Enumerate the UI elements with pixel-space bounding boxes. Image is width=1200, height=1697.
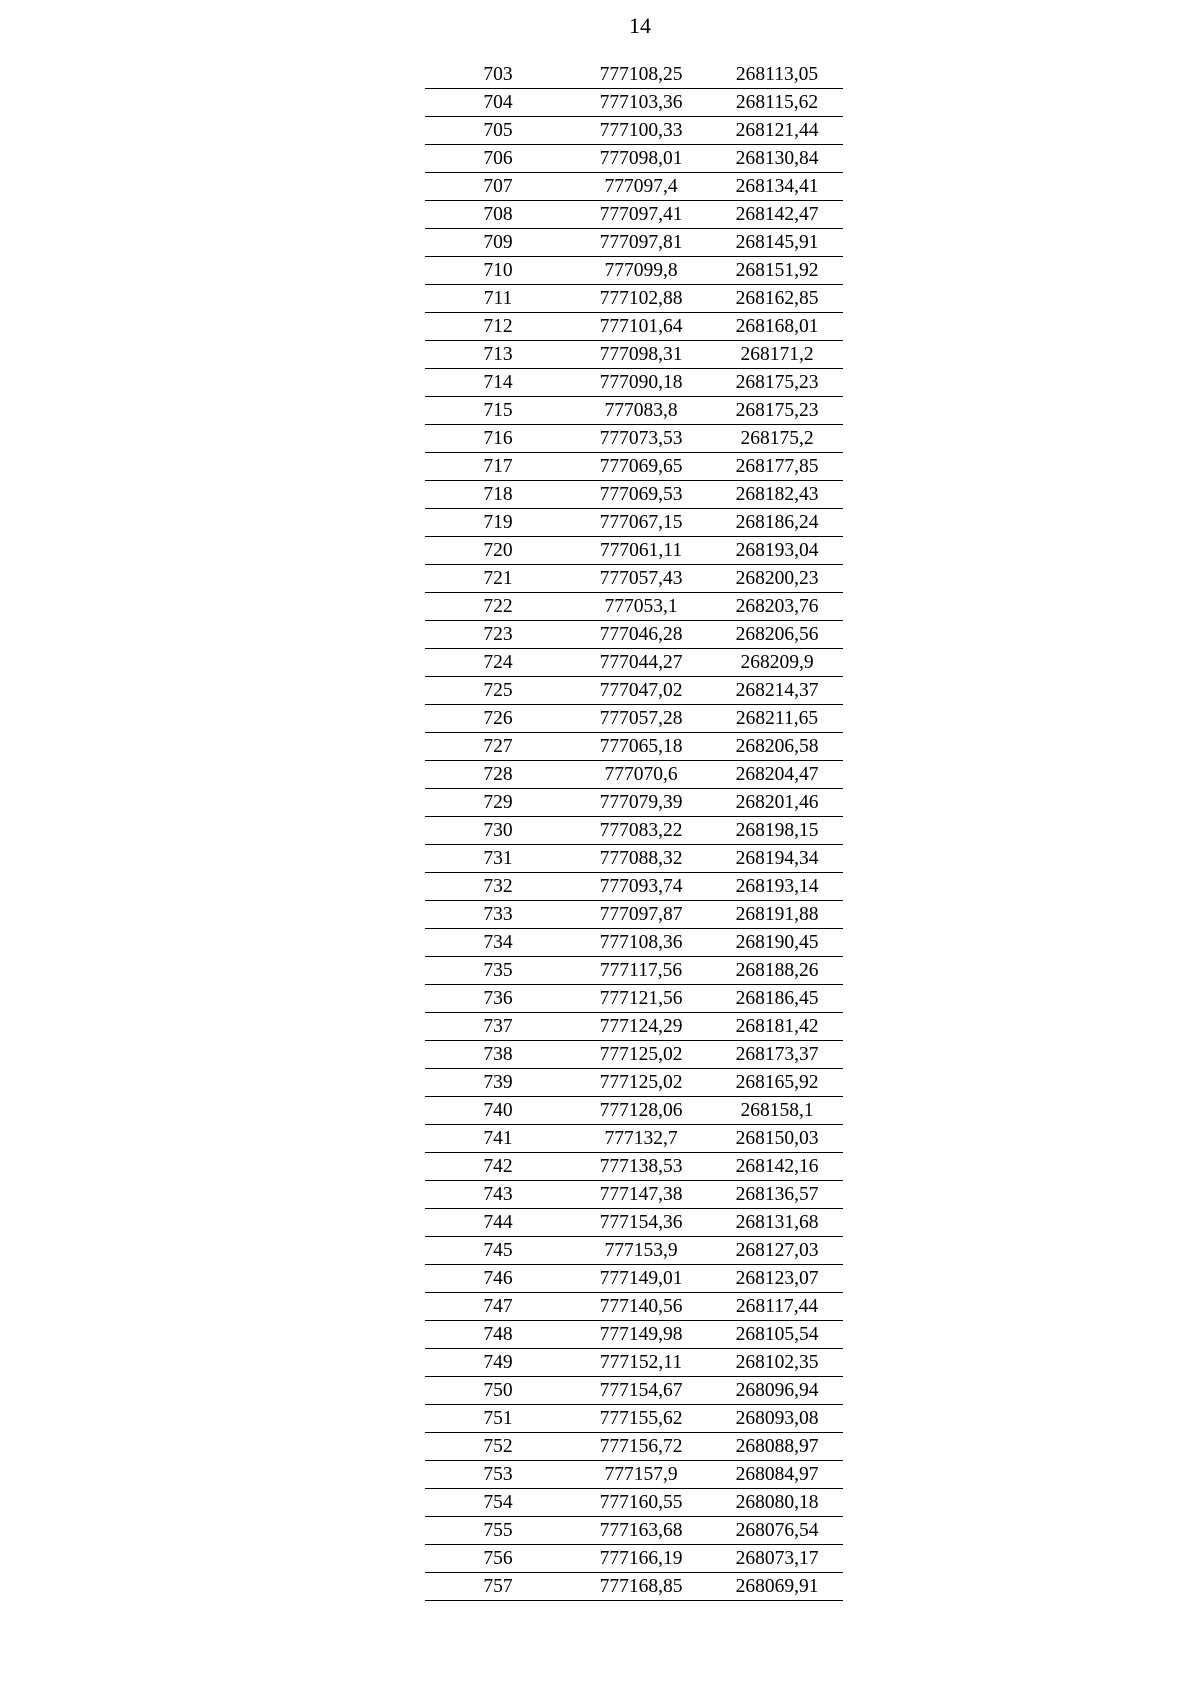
y-coordinate-cell: 268102,35 (711, 1349, 843, 1377)
point-number-cell: 723 (425, 621, 571, 649)
x-coordinate-cell: 777108,36 (571, 929, 711, 957)
point-number-cell: 712 (425, 313, 571, 341)
table-row (425, 89, 843, 117)
y-coordinate-cell: 268115,62 (711, 89, 843, 117)
table-row (425, 649, 843, 677)
y-coordinate-cell: 268130,84 (711, 145, 843, 173)
table-row (425, 1517, 843, 1545)
x-coordinate-cell: 777155,62 (571, 1405, 711, 1433)
x-coordinate-cell: 777098,01 (571, 145, 711, 173)
point-number-cell: 744 (425, 1209, 571, 1237)
point-number-cell: 737 (425, 1013, 571, 1041)
y-coordinate-cell: 268121,44 (711, 117, 843, 145)
point-number-cell: 714 (425, 369, 571, 397)
y-coordinate-cell: 268134,41 (711, 173, 843, 201)
y-coordinate-cell: 268127,03 (711, 1237, 843, 1265)
y-coordinate-cell: 268088,97 (711, 1433, 843, 1461)
x-coordinate-cell: 777166,19 (571, 1545, 711, 1573)
y-coordinate-cell: 268177,85 (711, 453, 843, 481)
x-coordinate-cell: 777097,41 (571, 201, 711, 229)
point-number-cell: 739 (425, 1069, 571, 1097)
y-coordinate-cell: 268113,05 (711, 61, 843, 89)
y-coordinate-cell: 268175,2 (711, 425, 843, 453)
x-coordinate-cell: 777152,11 (571, 1349, 711, 1377)
x-coordinate-cell: 777053,1 (571, 593, 711, 621)
point-number-cell: 725 (425, 677, 571, 705)
y-coordinate-cell: 268193,04 (711, 537, 843, 565)
table-row (425, 229, 843, 257)
y-coordinate-cell: 268182,43 (711, 481, 843, 509)
table-row (425, 481, 843, 509)
table-row (425, 1265, 843, 1293)
table-row (425, 873, 843, 901)
x-coordinate-cell: 777157,9 (571, 1461, 711, 1489)
table-row (425, 1545, 843, 1573)
table-row (425, 1433, 843, 1461)
point-number-cell: 708 (425, 201, 571, 229)
y-coordinate-cell: 268206,58 (711, 733, 843, 761)
x-coordinate-cell: 777067,15 (571, 509, 711, 537)
y-coordinate-cell: 268069,91 (711, 1573, 843, 1601)
table-row (425, 145, 843, 173)
y-coordinate-cell: 268145,91 (711, 229, 843, 257)
y-coordinate-cell: 268165,92 (711, 1069, 843, 1097)
y-coordinate-cell: 268076,54 (711, 1517, 843, 1545)
y-coordinate-cell: 268093,08 (711, 1405, 843, 1433)
y-coordinate-cell: 268084,97 (711, 1461, 843, 1489)
point-number-cell: 722 (425, 593, 571, 621)
point-number-cell: 710 (425, 257, 571, 285)
y-coordinate-cell: 268201,46 (711, 789, 843, 817)
y-coordinate-cell: 268181,42 (711, 1013, 843, 1041)
x-coordinate-cell: 777132,7 (571, 1125, 711, 1153)
point-number-cell: 704 (425, 89, 571, 117)
table-row (425, 341, 843, 369)
x-coordinate-cell: 777097,81 (571, 229, 711, 257)
x-coordinate-cell: 777147,38 (571, 1181, 711, 1209)
table-row (425, 1097, 843, 1125)
y-coordinate-cell: 268198,15 (711, 817, 843, 845)
table-row (425, 1489, 843, 1517)
table-row (425, 845, 843, 873)
page-number: 14 (629, 13, 651, 38)
point-number-cell: 742 (425, 1153, 571, 1181)
point-number-cell: 741 (425, 1125, 571, 1153)
point-number-cell: 731 (425, 845, 571, 873)
point-number-cell: 748 (425, 1321, 571, 1349)
point-number-cell: 746 (425, 1265, 571, 1293)
y-coordinate-cell: 268211,65 (711, 705, 843, 733)
y-coordinate-cell: 268186,24 (711, 509, 843, 537)
table-row (425, 397, 843, 425)
point-number-cell: 754 (425, 1489, 571, 1517)
point-number-cell: 728 (425, 761, 571, 789)
y-coordinate-cell: 268190,45 (711, 929, 843, 957)
y-coordinate-cell: 268117,44 (711, 1293, 843, 1321)
table-row (425, 705, 843, 733)
point-number-cell: 749 (425, 1349, 571, 1377)
point-number-cell: 747 (425, 1293, 571, 1321)
table-row (425, 565, 843, 593)
point-number-cell: 756 (425, 1545, 571, 1573)
point-number-cell: 752 (425, 1433, 571, 1461)
point-number-cell: 753 (425, 1461, 571, 1489)
point-number-cell: 738 (425, 1041, 571, 1069)
table-row (425, 1321, 843, 1349)
x-coordinate-cell: 777153,9 (571, 1237, 711, 1265)
y-coordinate-cell: 268171,2 (711, 341, 843, 369)
table-row (425, 425, 843, 453)
y-coordinate-cell: 268080,18 (711, 1489, 843, 1517)
table-row (425, 509, 843, 537)
point-number-cell: 715 (425, 397, 571, 425)
x-coordinate-cell: 777100,33 (571, 117, 711, 145)
point-number-cell: 711 (425, 285, 571, 313)
y-coordinate-cell: 268191,88 (711, 901, 843, 929)
x-coordinate-cell: 777047,02 (571, 677, 711, 705)
point-number-cell: 721 (425, 565, 571, 593)
y-coordinate-cell: 268158,1 (711, 1097, 843, 1125)
x-coordinate-cell: 777057,43 (571, 565, 711, 593)
y-coordinate-cell: 268123,07 (711, 1265, 843, 1293)
table-row (425, 957, 843, 985)
y-coordinate-cell: 268142,47 (711, 201, 843, 229)
table-row (425, 313, 843, 341)
point-number-cell: 719 (425, 509, 571, 537)
y-coordinate-cell: 268073,17 (711, 1545, 843, 1573)
table-row (425, 1013, 843, 1041)
y-coordinate-cell: 268150,03 (711, 1125, 843, 1153)
point-number-cell: 743 (425, 1181, 571, 1209)
y-coordinate-cell: 268186,45 (711, 985, 843, 1013)
x-coordinate-cell: 777156,72 (571, 1433, 711, 1461)
y-coordinate-cell: 268193,14 (711, 873, 843, 901)
y-coordinate-cell: 268142,16 (711, 1153, 843, 1181)
point-number-cell: 718 (425, 481, 571, 509)
x-coordinate-cell: 777121,56 (571, 985, 711, 1013)
y-coordinate-cell: 268203,76 (711, 593, 843, 621)
x-coordinate-cell: 777149,01 (571, 1265, 711, 1293)
x-coordinate-cell: 777125,02 (571, 1041, 711, 1069)
point-number-cell: 727 (425, 733, 571, 761)
point-number-cell: 733 (425, 901, 571, 929)
point-number-cell: 713 (425, 341, 571, 369)
x-coordinate-cell: 777168,85 (571, 1573, 711, 1601)
y-coordinate-cell: 268204,47 (711, 761, 843, 789)
table-row (425, 1293, 843, 1321)
x-coordinate-cell: 777154,36 (571, 1209, 711, 1237)
table-row (425, 537, 843, 565)
point-number-cell: 732 (425, 873, 571, 901)
point-number-cell: 716 (425, 425, 571, 453)
table-row (425, 593, 843, 621)
table-row (425, 1153, 843, 1181)
y-coordinate-cell: 268151,92 (711, 257, 843, 285)
table-row (425, 1573, 843, 1601)
point-number-cell: 755 (425, 1517, 571, 1545)
table-row (425, 1125, 843, 1153)
x-coordinate-cell: 777140,56 (571, 1293, 711, 1321)
x-coordinate-cell: 777099,8 (571, 257, 711, 285)
coordinates-table (425, 61, 843, 1601)
x-coordinate-cell: 777065,18 (571, 733, 711, 761)
table-row (425, 761, 843, 789)
table-row (425, 677, 843, 705)
table-row (425, 929, 843, 957)
y-coordinate-cell: 268206,56 (711, 621, 843, 649)
table-row (425, 369, 843, 397)
table-row (425, 1461, 843, 1489)
y-coordinate-cell: 268131,68 (711, 1209, 843, 1237)
point-number-cell: 707 (425, 173, 571, 201)
point-number-cell: 726 (425, 705, 571, 733)
y-coordinate-cell: 268209,9 (711, 649, 843, 677)
x-coordinate-cell: 777163,68 (571, 1517, 711, 1545)
point-number-cell: 734 (425, 929, 571, 957)
point-number-cell: 720 (425, 537, 571, 565)
x-coordinate-cell: 777070,6 (571, 761, 711, 789)
point-number-cell: 735 (425, 957, 571, 985)
table-row (425, 285, 843, 313)
table-row (425, 1405, 843, 1433)
table-row (425, 173, 843, 201)
y-coordinate-cell: 268096,94 (711, 1377, 843, 1405)
table-row (425, 453, 843, 481)
table-row (425, 61, 843, 89)
x-coordinate-cell: 777149,98 (571, 1321, 711, 1349)
point-number-cell: 751 (425, 1405, 571, 1433)
point-number-cell: 729 (425, 789, 571, 817)
x-coordinate-cell: 777097,87 (571, 901, 711, 929)
x-coordinate-cell: 777044,27 (571, 649, 711, 677)
table-row (425, 201, 843, 229)
table-row (425, 817, 843, 845)
x-coordinate-cell: 777073,53 (571, 425, 711, 453)
table-row (425, 1041, 843, 1069)
table-row (425, 117, 843, 145)
table-row (425, 985, 843, 1013)
x-coordinate-cell: 777046,28 (571, 621, 711, 649)
point-number-cell: 703 (425, 61, 571, 89)
table-row (425, 1377, 843, 1405)
coordinates-table-body (425, 61, 843, 1601)
x-coordinate-cell: 777117,56 (571, 957, 711, 985)
x-coordinate-cell: 777101,64 (571, 313, 711, 341)
x-coordinate-cell: 777102,88 (571, 285, 711, 313)
table-row (425, 1069, 843, 1097)
point-number-cell: 740 (425, 1097, 571, 1125)
x-coordinate-cell: 777128,06 (571, 1097, 711, 1125)
y-coordinate-cell: 268188,26 (711, 957, 843, 985)
y-coordinate-cell: 268105,54 (711, 1321, 843, 1349)
x-coordinate-cell: 777061,11 (571, 537, 711, 565)
table-row (425, 733, 843, 761)
x-coordinate-cell: 777125,02 (571, 1069, 711, 1097)
table-row (425, 621, 843, 649)
x-coordinate-cell: 777138,53 (571, 1153, 711, 1181)
x-coordinate-cell: 777088,32 (571, 845, 711, 873)
point-number-cell: 730 (425, 817, 571, 845)
x-coordinate-cell: 777108,25 (571, 61, 711, 89)
table-row (425, 1181, 843, 1209)
x-coordinate-cell: 777083,8 (571, 397, 711, 425)
table-row (425, 1209, 843, 1237)
x-coordinate-cell: 777079,39 (571, 789, 711, 817)
y-coordinate-cell: 268175,23 (711, 397, 843, 425)
point-number-cell: 717 (425, 453, 571, 481)
x-coordinate-cell: 777154,67 (571, 1377, 711, 1405)
y-coordinate-cell: 268168,01 (711, 313, 843, 341)
x-coordinate-cell: 777069,65 (571, 453, 711, 481)
point-number-cell: 705 (425, 117, 571, 145)
y-coordinate-cell: 268175,23 (711, 369, 843, 397)
y-coordinate-cell: 268136,57 (711, 1181, 843, 1209)
point-number-cell: 706 (425, 145, 571, 173)
point-number-cell: 757 (425, 1573, 571, 1601)
y-coordinate-cell: 268194,34 (711, 845, 843, 873)
y-coordinate-cell: 268173,37 (711, 1041, 843, 1069)
point-number-cell: 736 (425, 985, 571, 1013)
point-number-cell: 724 (425, 649, 571, 677)
table-row (425, 789, 843, 817)
x-coordinate-cell: 777090,18 (571, 369, 711, 397)
table-row (425, 1349, 843, 1377)
x-coordinate-cell: 777093,74 (571, 873, 711, 901)
x-coordinate-cell: 777103,36 (571, 89, 711, 117)
x-coordinate-cell: 777098,31 (571, 341, 711, 369)
x-coordinate-cell: 777083,22 (571, 817, 711, 845)
point-number-cell: 745 (425, 1237, 571, 1265)
x-coordinate-cell: 777124,29 (571, 1013, 711, 1041)
x-coordinate-cell: 777057,28 (571, 705, 711, 733)
y-coordinate-cell: 268162,85 (711, 285, 843, 313)
table-row (425, 1237, 843, 1265)
point-number-cell: 750 (425, 1377, 571, 1405)
y-coordinate-cell: 268200,23 (711, 565, 843, 593)
x-coordinate-cell: 777160,55 (571, 1489, 711, 1517)
x-coordinate-cell: 777097,4 (571, 173, 711, 201)
x-coordinate-cell: 777069,53 (571, 481, 711, 509)
table-row (425, 257, 843, 285)
y-coordinate-cell: 268214,37 (711, 677, 843, 705)
table-row (425, 901, 843, 929)
point-number-cell: 709 (425, 229, 571, 257)
